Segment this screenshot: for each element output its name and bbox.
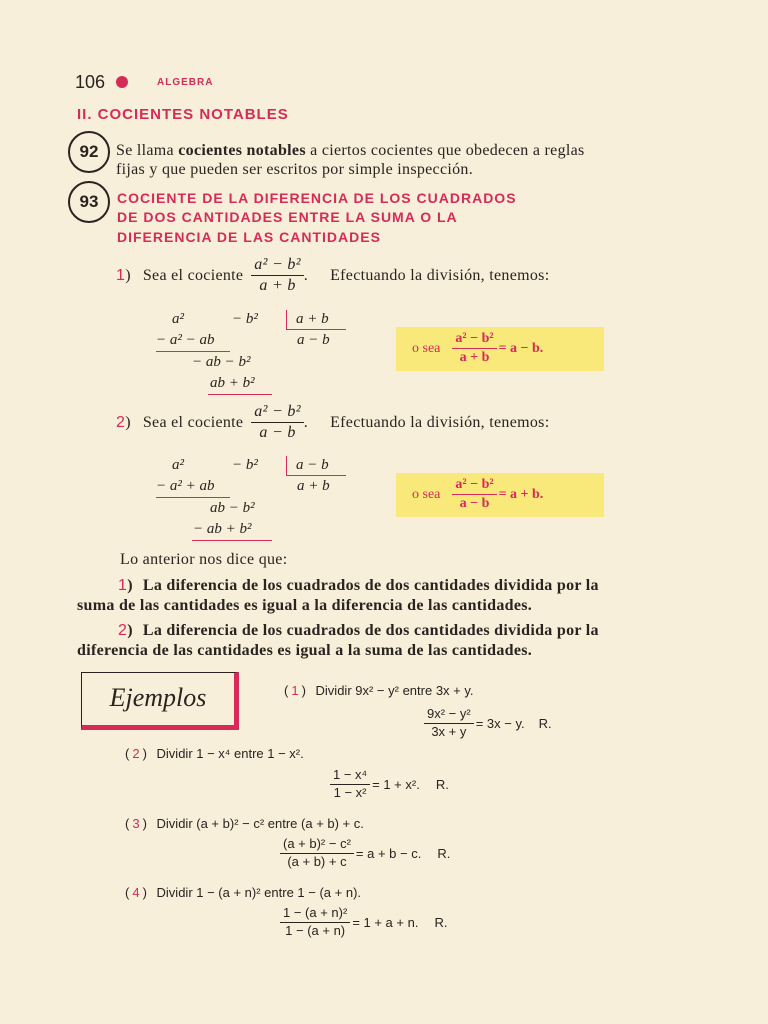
case2-divisor: a − b [296, 457, 329, 473]
p92-text-b: a ciertos cocientes que obedecen a reglas [305, 142, 585, 159]
case1-divisor-line [286, 329, 346, 330]
example4-fraction [280, 906, 350, 939]
example4-line: ( 4 ) Dividir 1 − (a + n)² entre 1 − (a + n). [125, 885, 362, 900]
case1-divisor: a + b [296, 311, 329, 327]
example2-marker: 2 [132, 746, 140, 761]
example3-line: ( 3 ) Dividir (a + b)² − c² entre (a + b) + c. [125, 816, 364, 831]
summary-rule1-line1: 1) La diferencia de los cuadrados de dos cantidades dividida por la [118, 577, 599, 594]
example3-r: R. [437, 845, 451, 861]
case2-frac-num: a² − b² [251, 403, 304, 423]
page-number: 106 [75, 72, 106, 92]
case2-subtract-row: − a² + ab [156, 478, 215, 494]
case1-intro: Sea el cociente [142, 266, 244, 284]
case2-after: Efectuando la división, tenemos: [330, 413, 550, 431]
example1-den: 3x + y [431, 723, 467, 739]
case2-box-num: a² − b² [452, 477, 496, 495]
case2-remainder-row: ab − b² [210, 500, 255, 516]
case2-box-fraction [452, 477, 496, 512]
example3-solution [280, 837, 450, 870]
example4-den: 1 − (a + n) [285, 922, 346, 938]
case1-box-num: a² − b² [452, 331, 496, 349]
example1-line: ( 1 ) Dividir 9x² − y² entre 3x + y. [284, 683, 474, 698]
example3-den: (a + b) + c [287, 853, 347, 869]
case1-box-result: = a − b. [498, 340, 544, 356]
paragraph-92-line1 [116, 142, 585, 160]
example1-marker: 1 [291, 683, 299, 698]
case2-box-prefix: o sea [412, 486, 441, 502]
p93-title-line3: DIFERENCIA DE LAS CANTIDADES [117, 229, 381, 245]
example3-text: Dividir (a + b)² − c² entre (a + b) + c. [156, 816, 364, 831]
case1-division-bar [286, 310, 287, 330]
example3-marker: 3 [132, 816, 140, 831]
case2-result [412, 477, 543, 512]
example4-text: Dividir 1 − (a + n)² entre 1 − (a + n). [156, 885, 362, 900]
summary-rule2-line2: diferencia de las cantidades es igual a la suma de las cantidades. [77, 642, 533, 659]
paragraph-number-93: 93 [68, 181, 110, 223]
case2-intro: Sea el cociente [142, 413, 244, 431]
case1-second-subtract: ab + b² [210, 375, 255, 391]
example4-r: R. [434, 914, 448, 930]
p92-text-a: Se llama [116, 142, 179, 159]
case1-subtract-row: − a² − ab [156, 332, 215, 348]
example4-solution [280, 906, 447, 939]
example4-num: 1 − (a + n)² [280, 906, 350, 923]
header-dot-icon [116, 76, 128, 88]
case2-dividend-a2: a² [172, 457, 184, 473]
case2-box-den: a − b [459, 496, 490, 512]
case1-quotient: a − b [297, 332, 330, 348]
case1-box-prefix: o sea [412, 340, 441, 356]
case1-rule2 [208, 394, 272, 395]
summary-rule2-marker: 2 [118, 622, 128, 639]
example1-fraction [424, 707, 474, 740]
summary-rule1-marker: 1 [118, 577, 128, 594]
example2-result: = 1 + x². [372, 776, 420, 792]
example2-line: ( 2 ) Dividir 1 − x⁴ entre 1 − x². [125, 746, 304, 761]
case1-fraction [251, 256, 304, 296]
case2-fraction [251, 403, 304, 443]
case1-dividend-b2: − b² [232, 311, 258, 327]
case2-division-bar [286, 456, 287, 476]
case2-rule1 [156, 497, 230, 498]
case1-box-fraction [452, 331, 496, 366]
examples-title: Ejemplos [109, 683, 207, 712]
example2-den: 1 − x² [333, 784, 367, 800]
paragraph-92-line2: fijas y que pueden ser escritos por simple inspección. [116, 161, 473, 178]
example3-result: = a + b − c. [355, 845, 422, 861]
case2-dividend-b2: − b² [232, 457, 258, 473]
case2-quotient: a + b [297, 478, 330, 494]
p93-title-line1: COCIENTE DE LA DIFERENCIA DE LOS CUADRADOS [117, 190, 517, 206]
example2-solution [330, 768, 449, 801]
paragraph-number-92: 92 [68, 131, 110, 173]
example1-solution [424, 707, 552, 740]
example1-text: Dividir 9x² − y² entre 3x + y. [315, 683, 474, 698]
case1-remainder-row: − ab − b² [192, 354, 251, 370]
case1-rule1 [156, 351, 230, 352]
summary-intro: Lo anterior nos dice que: [120, 551, 288, 568]
case1-frac-den: a + b [259, 277, 296, 295]
case1-after: Efectuando la división, tenemos: [330, 266, 550, 284]
example2-fraction [330, 768, 370, 801]
example2-text: Dividir 1 − x⁴ entre 1 − x². [156, 746, 304, 761]
case2-rule2 [192, 540, 272, 541]
case2-marker: 2 [116, 413, 126, 431]
case2-frac-den: a − b [259, 424, 296, 442]
section-title: II. COCIENTES NOTABLES [77, 106, 289, 123]
case1-dividend-a2: a² [172, 311, 184, 327]
case1-box-den: a + b [459, 350, 490, 366]
p93-title-line2: DE DOS CANTIDADES ENTRE LA SUMA O LA [117, 209, 458, 225]
example1-r: R. [538, 715, 552, 731]
case1-marker: 1 [116, 266, 126, 284]
example3-fraction [280, 837, 354, 870]
example1-result: = 3x − y. [475, 715, 525, 731]
case1-result [412, 331, 543, 366]
examples-box [81, 672, 239, 730]
case1-line: 1 ) Sea el cociente $\frac{\text{a² − b²}}{a + b}$ . Efectuando la división, tenemos: [116, 256, 550, 295]
case2-box-result: = a + b. [498, 486, 544, 502]
case2-divisor-line [286, 475, 346, 476]
summary-rule2-text1: La diferencia de los cuadrados de dos cantidades dividida por la [142, 622, 599, 639]
summary-rule1-line2: suma de las cantidades es igual a la diferencia de las cantidades. [77, 597, 533, 614]
example2-num: 1 − x⁴ [330, 768, 370, 785]
example4-marker: 4 [132, 885, 140, 900]
p92-bold-term: cocientes notables [178, 142, 306, 159]
section-label: ALGEBRA [157, 77, 214, 88]
case2-line: 2 ) Sea el cociente $\frac{\text{a² − b²}}{a - b}$ . Efectuando la división, tenemos: [116, 403, 550, 442]
summary-rule2-line1: 2) La diferencia de los cuadrados de dos cantidades dividida por la [118, 622, 599, 639]
example1-num: 9x² − y² [424, 707, 474, 724]
example4-result: = 1 + a + n. [352, 914, 419, 930]
example2-r: R. [435, 776, 449, 792]
case2-second-subtract: − ab + b² [193, 521, 252, 537]
example3-num: (a + b)² − c² [280, 837, 354, 854]
case1-frac-num: a² − b² [251, 256, 304, 276]
summary-rule1-text1: La diferencia de los cuadrados de dos cantidades dividida por la [142, 577, 599, 594]
